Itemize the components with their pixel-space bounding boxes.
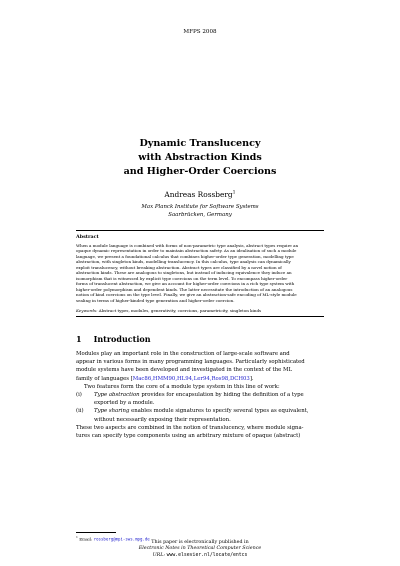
author-name	[0, 190, 400, 199]
body-line	[76, 375, 326, 383]
abstract-bottom-rule	[76, 316, 324, 317]
body-line: Modules play an important role in the construction of large-scale software and	[76, 351, 290, 357]
footer-url-label: URL:	[152, 552, 166, 558]
body-line: These two aspects are combined in the notion of translucency, where module signa-	[76, 424, 304, 431]
list-item-term: Type sharing	[94, 408, 130, 415]
abstract-line: forms of translucent abstraction, we give an account for higher-order coercions in a rich type system with	[76, 281, 295, 287]
body-text	[76, 350, 326, 440]
author-text: Andreas Rossberg	[164, 190, 233, 199]
list-item-line	[94, 407, 326, 415]
section-title: Introduction	[93, 334, 151, 344]
conference-header: MFPS 2008	[183, 29, 217, 35]
body-line: appear in various forms in many programming languages. Particularly sophisticated	[76, 359, 305, 366]
affiliation-line: Saarbrücken, Germany	[168, 211, 232, 218]
section-heading	[76, 334, 163, 344]
abstract-box	[76, 230, 324, 317]
abstract-heading: Abstract	[76, 234, 99, 240]
footnote-mark: 1	[76, 535, 78, 539]
body-text-span: family of languages [	[76, 375, 133, 382]
list-item-text: provides for encapsulation by hiding the definition of a type	[139, 392, 304, 399]
body-text-span: ].	[249, 375, 254, 382]
title-line: and Higher-Order Coercions	[123, 166, 277, 177]
abstract-line: isomorphism that is witnessed by explicit type coercions on the term level. To encompass higher-order	[76, 275, 288, 281]
abstract-line: language, we present a foundational calculus that combines higher-order type generation, modelling type	[76, 253, 294, 259]
abstract-line: abstraction, with singleton kinds, modelling translucency. In this calculus, type analysis can dynamically	[76, 259, 291, 265]
abstract-line: opaque dynamic representation in order to maintain abstraction safety. As an idealisation of such a module	[76, 248, 297, 254]
abstract-text	[76, 243, 324, 303]
abstract-line: abstraction kinds. These are analogous to singletons, but instead of inducing equivalence they induce an	[76, 270, 292, 276]
title-line: with Abstraction Kinds	[138, 152, 262, 163]
title-line: Dynamic Translucency	[139, 138, 261, 149]
affiliation-line: Max Planck Institute for Software Systems	[141, 204, 259, 210]
list-item-label: (i)	[76, 392, 82, 399]
author-footnote-mark: 1	[232, 190, 236, 196]
keywords	[76, 308, 324, 314]
list-item-text: enables module signatures to specify several types as equivalent,	[129, 408, 309, 415]
body-line: Two features form the core of a module type system in this line of work:	[84, 383, 280, 390]
body-line: module systems have been developed and investigated in the context of the ML	[76, 367, 293, 374]
list-item-line	[94, 391, 326, 399]
keywords-label: Keywords:	[76, 307, 98, 313]
list-item	[76, 407, 326, 423]
paper-title	[0, 137, 400, 179]
footer-url-link[interactable]: www.elsevier.nl/locate/entcs	[166, 552, 248, 558]
page-footer	[0, 540, 400, 559]
abstract-line: sealing in terms of higher-kinded type generation and higher-order coercion.	[76, 297, 235, 303]
keywords-text: Abstract types, modules, generativity, coercions, parametricity, singleton kinds	[98, 307, 262, 313]
list-item-term: Type abstraction	[94, 392, 140, 399]
list-item-line: without necessarily exposing their representation.	[94, 416, 231, 423]
footnote-email-link[interactable]: rossberg@mpi-sws.mpg.de	[93, 536, 150, 542]
section-number: 1	[76, 334, 82, 344]
footer-line: This paper is electronically published in	[151, 540, 249, 545]
abstract-line: higher-order polymorphism and dependent kinds. The latter necessitate the introduction of an analogous	[76, 286, 293, 292]
citation-link[interactable]: Mac86,HMM90,HL94,Ler94,Ros98,DCH03	[132, 375, 250, 382]
list-item-label: (ii)	[76, 408, 84, 415]
abstract-line: notion of kind coercions on the type level. Finally, we give an abstraction-safe encoding of ML-style module	[76, 292, 297, 298]
list-item	[76, 391, 326, 407]
list-item-line: exported by a module.	[94, 400, 155, 407]
abstract-top-rule	[76, 230, 324, 231]
footer-url-line	[0, 553, 400, 559]
abstract-line: exploit translucency, without breaking abstraction. Abstract types are classified by a novel notion of	[76, 264, 282, 270]
body-line: tures can specify type components using an arbitrary mixture of opaque (abstract)	[76, 433, 301, 440]
footer-journal: Electronic Notes in Theoretical Computer Science	[138, 546, 262, 552]
affiliation	[0, 204, 400, 219]
abstract-line: When a module language is combined with forms of non-parametric type analysis, abstract types require an	[76, 243, 299, 248]
footnote-rule	[76, 532, 116, 533]
footnote-label: Email:	[79, 536, 93, 542]
